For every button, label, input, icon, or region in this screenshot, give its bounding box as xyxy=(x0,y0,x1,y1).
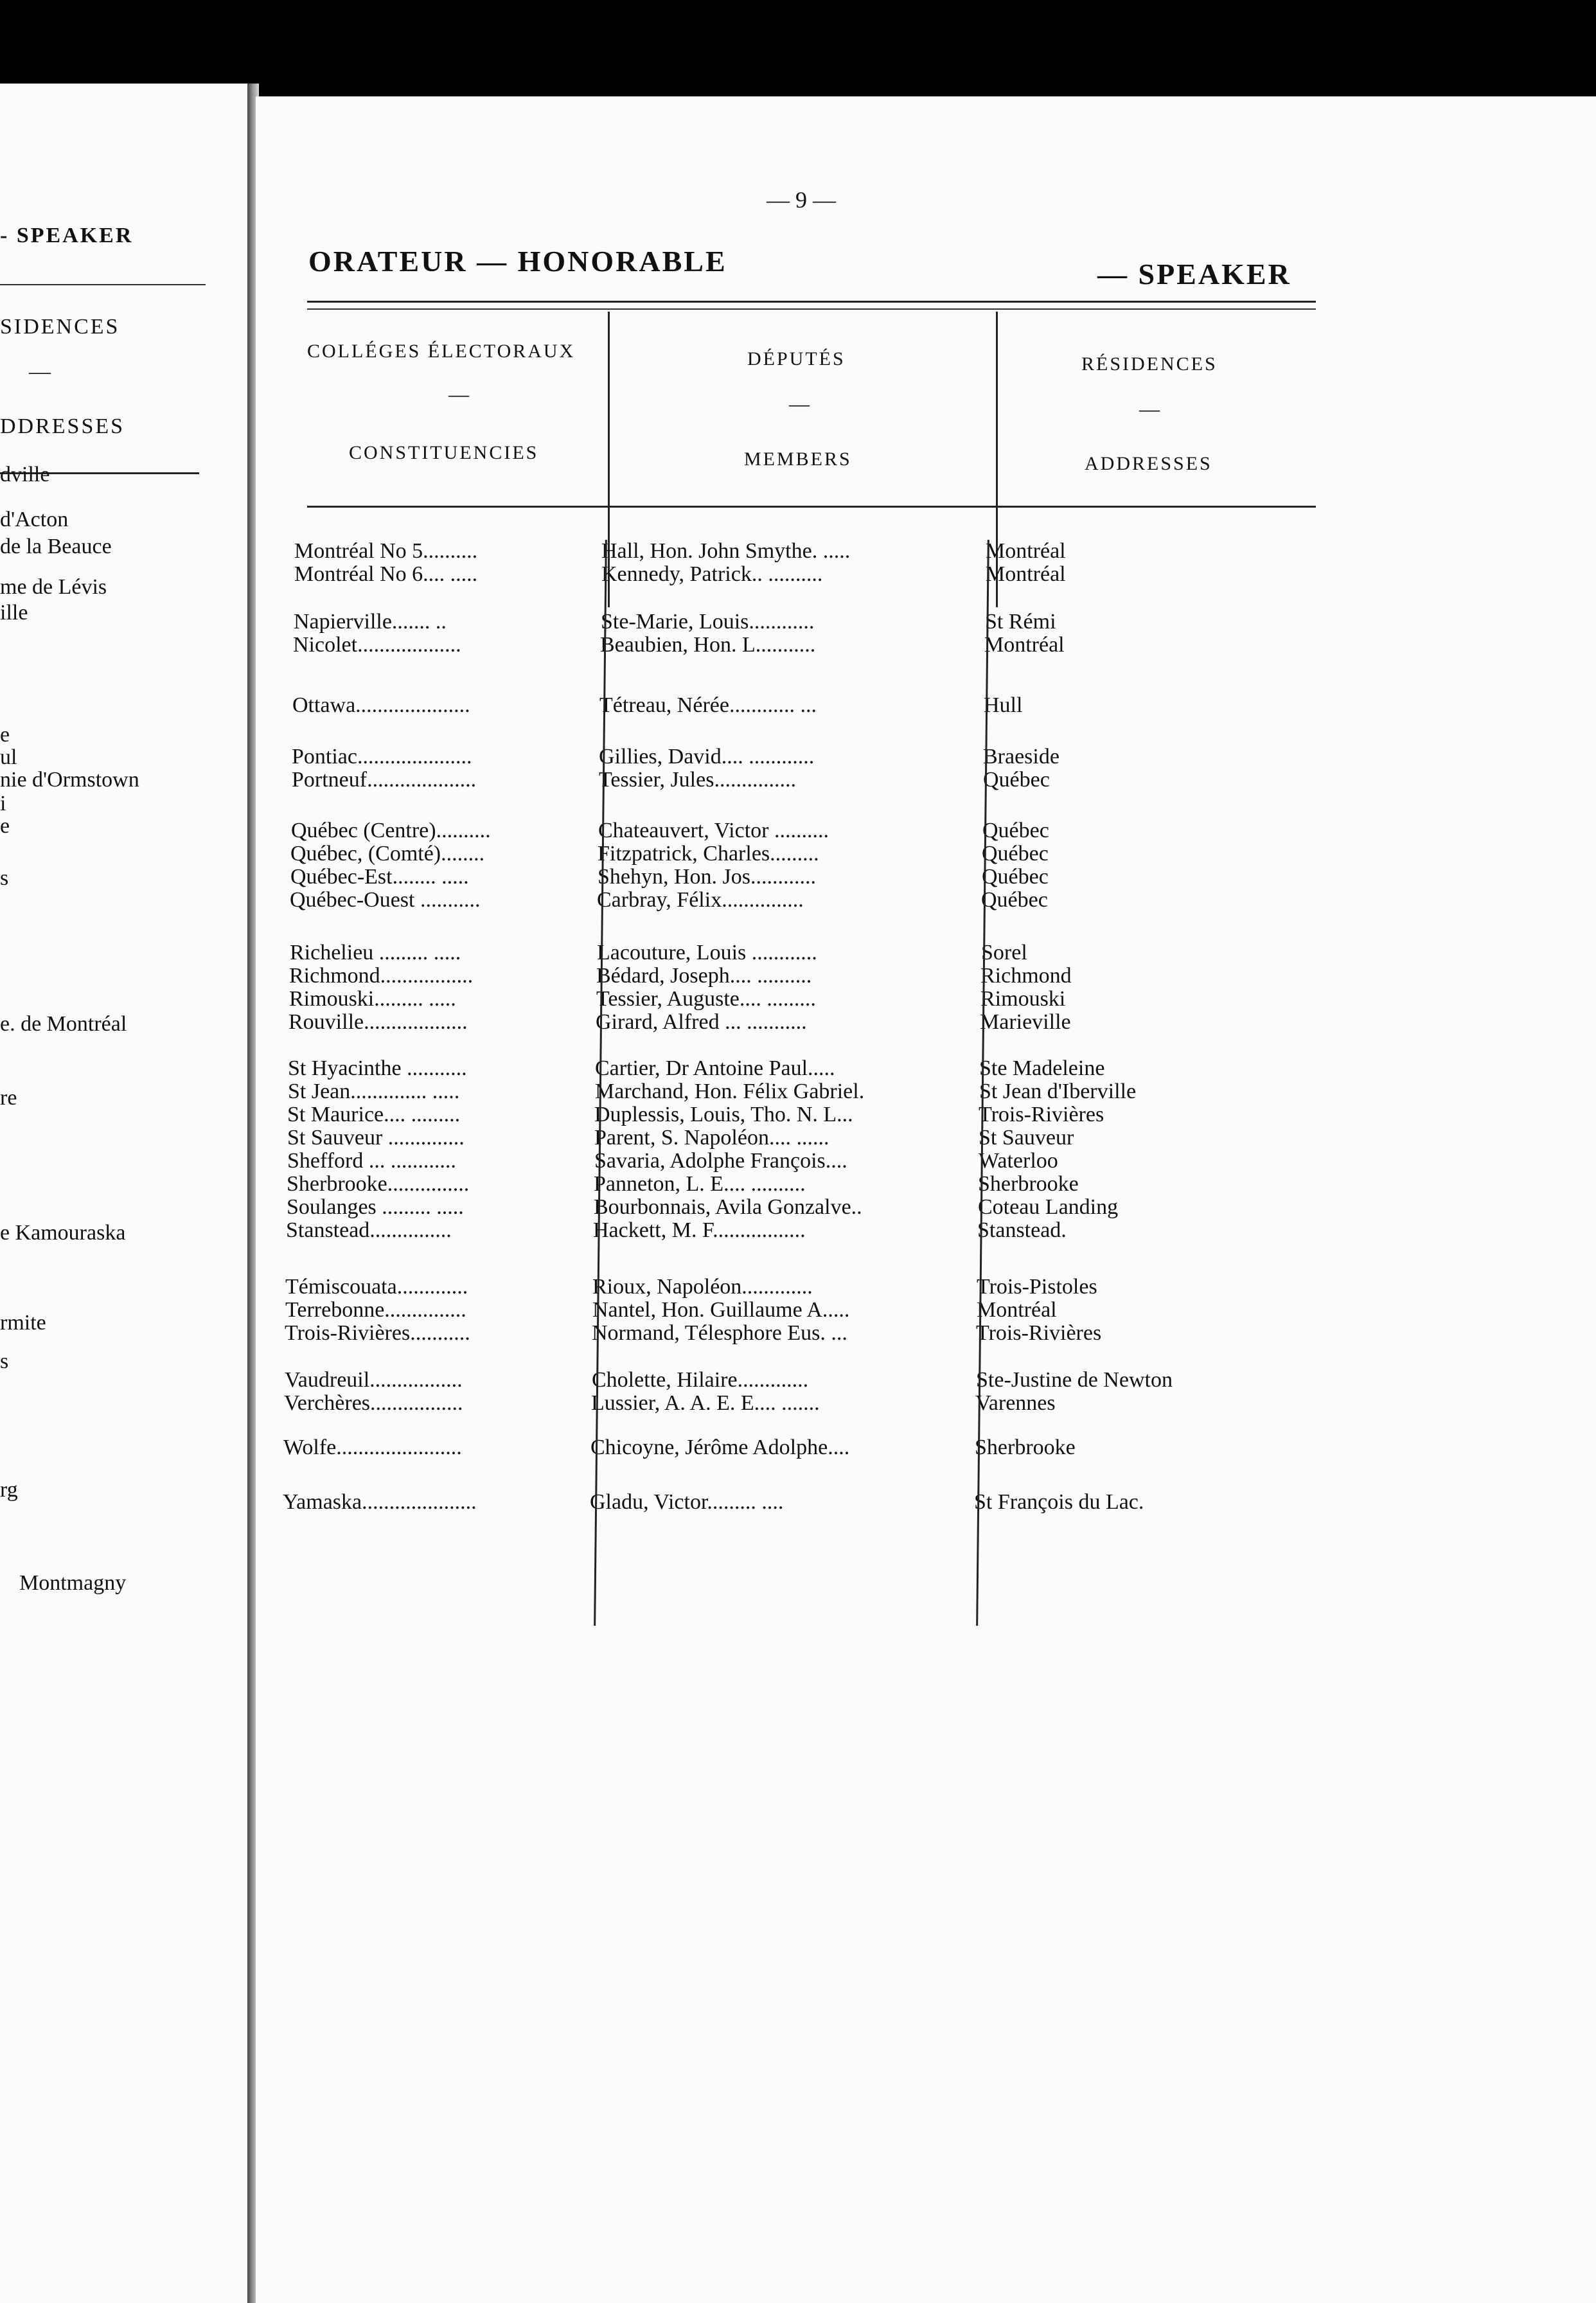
residence-address: St Rémi xyxy=(985,610,1056,634)
residence-address: Québec xyxy=(981,888,1048,912)
residence-address: St François du Lac. xyxy=(974,1490,1144,1514)
member-name: Nantel, Hon. Guillaume A..... xyxy=(592,1298,850,1322)
member-name: Lussier, A. A. E. E.... ....... xyxy=(591,1391,820,1415)
left-page-fragment: rg xyxy=(0,1478,18,1502)
left-page-fragment: me de Lévis xyxy=(0,575,107,599)
residence-address: Montréal xyxy=(984,633,1065,657)
left-page-header: - SPEAKER xyxy=(0,224,134,247)
constituency-name: Stanstead............... xyxy=(286,1218,452,1242)
residence-address: Trois-Rivières xyxy=(976,1321,1102,1345)
residence-address: Waterloo xyxy=(979,1149,1058,1173)
member-name: Tessier, Jules............... xyxy=(599,768,796,792)
left-page-fragment: d'Acton xyxy=(0,508,69,531)
residence-address: Ste Madeleine xyxy=(979,1056,1105,1080)
constituency-name: St Hyacinthe ........... xyxy=(288,1056,467,1080)
member-name: Fitzpatrick, Charles......... xyxy=(598,842,819,866)
left-page-fragment: dville xyxy=(0,463,50,486)
col-deputes-en: MEMBERS xyxy=(744,449,852,470)
col-colleges-en: CONSTITUENCIES xyxy=(349,442,539,463)
member-name: Rioux, Napoléon............. xyxy=(592,1275,813,1299)
header-speaker: — SPEAKER xyxy=(1097,258,1291,290)
left-col-head-1: SIDENCES xyxy=(0,315,120,339)
left-page-fragment: nie d'Ormstown xyxy=(0,768,139,792)
header-title: ORATEUR — HONORABLE xyxy=(308,245,727,278)
residence-address: Montréal xyxy=(977,1298,1057,1322)
constituency-name: Sherbrooke............... xyxy=(287,1172,470,1196)
member-name: Girard, Alfred ... ........... xyxy=(596,1010,807,1034)
constituency-name: Rimouski......... ..... xyxy=(289,987,456,1011)
member-name: Shehyn, Hon. Jos............ xyxy=(598,865,817,889)
residence-address: Trois-Rivières xyxy=(979,1103,1104,1126)
table-body xyxy=(283,96,1348,2303)
constituency-name: Verchères................. xyxy=(284,1391,463,1415)
constituency-name: Napierville....... .. xyxy=(294,610,447,634)
member-name: Bourbonnais, Avila Gonzalve.. xyxy=(594,1195,862,1219)
constituency-name: Québec (Centre).......... xyxy=(291,819,491,842)
left-page-fragment: de la Beauce xyxy=(0,535,112,558)
left-page-fragment: rmite xyxy=(0,1311,46,1335)
constituency-name: St Sauveur .............. xyxy=(287,1126,465,1150)
member-name: Parent, S. Napoléon.... ...... xyxy=(594,1126,829,1150)
residence-address: St Sauveur xyxy=(979,1126,1074,1150)
residence-address: Coteau Landing xyxy=(978,1195,1119,1219)
left-col-head-dash: — xyxy=(29,360,51,384)
member-name: Normand, Télesphore Eus. ... xyxy=(592,1321,847,1345)
member-name: Ste-Marie, Louis............ xyxy=(601,610,815,634)
left-page xyxy=(0,84,251,2303)
member-name: Tessier, Auguste.... ......... xyxy=(596,987,816,1011)
constituency-name: Témiscouata............. xyxy=(285,1275,468,1299)
residence-address: Québec xyxy=(982,819,1049,842)
member-name: Cholette, Hilaire............. xyxy=(592,1368,809,1392)
left-page-fragment: ille xyxy=(0,601,28,625)
residence-address: Richmond xyxy=(980,964,1072,988)
residence-address: Braeside xyxy=(983,745,1060,769)
residence-address: Sherbrooke xyxy=(975,1436,1076,1459)
residence-address: Québec xyxy=(982,865,1049,889)
constituency-name: Pontiac..................... xyxy=(292,745,472,769)
residence-address: Rimouski xyxy=(980,987,1066,1011)
member-name: Savaria, Adolphe François.... xyxy=(594,1149,847,1173)
constituency-name: Trois-Rivières........... xyxy=(285,1321,470,1345)
constituency-name: Wolfe....................... xyxy=(283,1436,462,1459)
residence-address: Montréal xyxy=(986,539,1066,563)
constituency-name: Shefford ... ............ xyxy=(287,1149,456,1173)
constituency-name: Soulanges ......... ..... xyxy=(287,1195,464,1219)
member-name: Beaubien, Hon. L........... xyxy=(600,633,816,657)
left-page-fragment: e xyxy=(0,723,10,747)
col-residences-fr: RÉSIDENCES xyxy=(1081,353,1218,375)
constituency-name: Rouville................... xyxy=(288,1010,468,1034)
left-page-fragment: e Kamouraska xyxy=(0,1221,126,1245)
col-colleges-fr: COLLÉGES ÉLECTORAUX xyxy=(307,341,576,362)
member-name: Hall, Hon. John Smythe. ..... xyxy=(601,539,851,563)
residence-address: Trois-Pistoles xyxy=(977,1275,1097,1299)
member-name: Hackett, M. F................. xyxy=(593,1218,806,1242)
member-name: Chateauvert, Victor .......... xyxy=(598,819,829,842)
member-name: Tétreau, Nérée............ ... xyxy=(599,693,817,717)
constituency-name: Montréal No 6.... ..... xyxy=(294,562,478,586)
constituency-name: St Jean.............. ..... xyxy=(288,1080,460,1103)
member-name: Chicoyne, Jérôme Adolphe.... xyxy=(590,1436,850,1459)
member-name: Marchand, Hon. Félix Gabriel. xyxy=(595,1080,865,1103)
left-page-fragment: s xyxy=(0,866,9,890)
constituency-name: Richmond................. xyxy=(289,964,474,988)
left-page-fragment: i xyxy=(0,792,6,815)
page-number: — 9 — xyxy=(767,187,836,213)
residence-address: Stanstead. xyxy=(977,1218,1067,1242)
member-name: Gillies, David.... ............ xyxy=(599,745,815,769)
constituency-name: Québec, (Comté)........ xyxy=(290,842,485,866)
residence-address: Hull xyxy=(984,693,1023,717)
left-page-fragment: Montmagny xyxy=(19,1571,127,1595)
member-name: Lacouture, Louis ............ xyxy=(597,941,817,965)
residence-address: Sorel xyxy=(981,941,1027,965)
constituency-name: Montréal No 5.......... xyxy=(294,539,478,563)
left-page-fragment: s xyxy=(0,1349,9,1373)
col-colleges-dash: — xyxy=(448,382,469,405)
left-page-fragment: re xyxy=(0,1086,17,1110)
residence-address: Montréal xyxy=(986,562,1066,586)
left-page-rule xyxy=(0,284,206,285)
member-name: Duplessis, Louis, Tho. N. L... xyxy=(594,1103,853,1126)
residence-address: Varennes xyxy=(975,1391,1056,1415)
left-col-head-2: DDRESSES xyxy=(0,414,125,438)
constituency-name: Québec-Ouest ........... xyxy=(290,888,481,912)
member-name: Panneton, L. E.... .......... xyxy=(594,1172,806,1196)
member-name: Carbray, Félix............... xyxy=(597,888,804,912)
constituency-name: Richelieu ......... ..... xyxy=(290,941,461,965)
constituency-name: Ottawa..................... xyxy=(292,693,470,717)
member-name: Bédard, Joseph.... .......... xyxy=(596,964,812,988)
residence-address: Marieville xyxy=(980,1010,1071,1034)
left-page-fragment: e. de Montréal xyxy=(0,1012,127,1036)
constituency-name: Québec-Est........ ..... xyxy=(290,865,469,889)
right-page xyxy=(256,96,1596,2303)
member-name: Gladu, Victor......... .... xyxy=(590,1490,784,1514)
constituency-name: Portneuf.................... xyxy=(292,768,477,792)
col-deputes-fr: DÉPUTÉS xyxy=(747,348,846,369)
residence-address: Ste-Justine de Newton xyxy=(976,1368,1173,1392)
col-deputes-dash: — xyxy=(789,392,810,415)
left-page-fragment: e xyxy=(0,814,10,838)
constituency-name: Terrebonne............... xyxy=(285,1298,466,1322)
col-residences-dash: — xyxy=(1139,397,1160,420)
residence-address: St Jean d'Iberville xyxy=(979,1080,1137,1103)
constituency-name: Nicolet................... xyxy=(293,633,461,657)
left-page-fragment: ul xyxy=(0,745,17,769)
constituency-name: St Maurice.... ......... xyxy=(287,1103,461,1126)
residence-address: Québec xyxy=(983,768,1050,792)
member-name: Cartier, Dr Antoine Paul..... xyxy=(595,1056,835,1080)
residence-address: Québec xyxy=(982,842,1049,866)
member-name: Kennedy, Patrick.. .......... xyxy=(601,562,823,586)
constituency-name: Vaudreuil................. xyxy=(285,1368,463,1392)
col-residences-en: ADDRESSES xyxy=(1085,453,1212,474)
constituency-name: Yamaska..................... xyxy=(283,1490,477,1514)
residence-address: Sherbrooke xyxy=(978,1172,1079,1196)
